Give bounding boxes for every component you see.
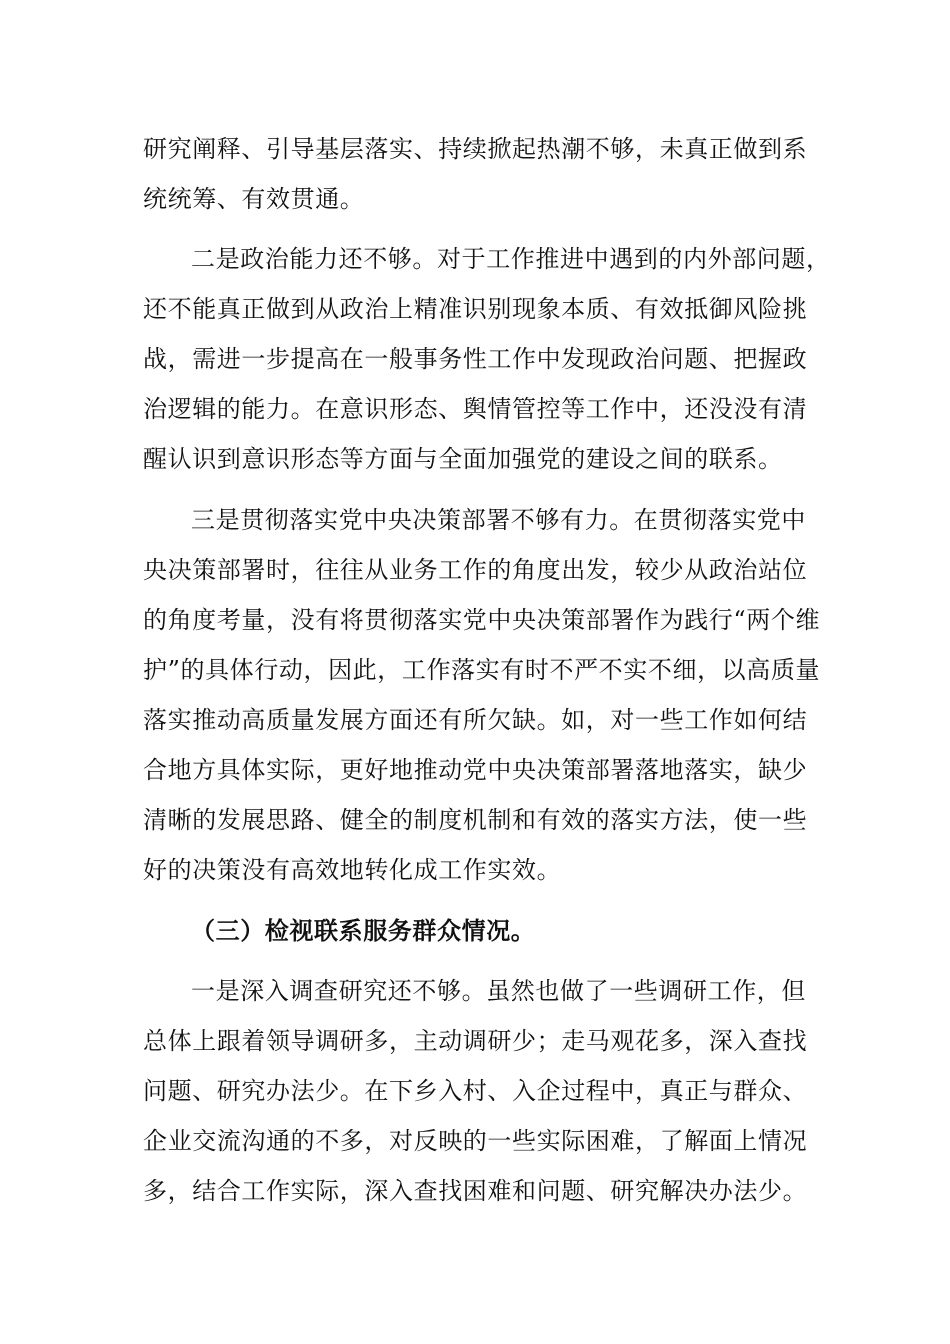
text-line: 合地方具体实际，更好地推动党中央决策部署落地落实，缺少	[143, 756, 808, 784]
paragraph-research	[143, 966, 807, 1216]
text-line: 研究阐释、引导基层落实、持续掀起热潮不够，未真正做到系	[143, 135, 808, 163]
text-line: 企业交流沟通的不多，对反映的一些实际困难，了解面上情况	[143, 1127, 808, 1155]
text-line: 还不能真正做到从政治上精准识别现象本质、有效抵御风险挑	[143, 295, 808, 323]
section-heading-text: （三）检视联系服务群众情况。	[191, 917, 536, 945]
text-line: 治逻辑的能力。在意识形态、舆情管控等工作中，还没没有清	[143, 395, 808, 423]
text-line: 问题、研究办法少。在下乡入村、入企过程中，真正与群众、	[143, 1077, 808, 1105]
text-line: 央决策部署时，往往从业务工作的角度出发，较少从政治站位	[143, 556, 808, 584]
text-line: 统统筹、有效贯通。	[143, 185, 365, 213]
text-line: 总体上跟着领导调研多，主动调研少；走马观花多，深入查找	[143, 1027, 808, 1055]
text-line: 清晰的发展思路、健全的制度机制和有效的落实方法，使一些	[143, 806, 808, 834]
paragraph-political-ability	[143, 234, 831, 484]
text-line: 多，结合工作实际，深入查找困难和问题、研究解决办法少。	[143, 1177, 808, 1205]
paragraph-continuation	[143, 124, 807, 224]
text-line: 落实推动高质量发展方面还有所欠缺。如，对一些工作如何结	[143, 706, 808, 734]
text-line: 战，需进一步提高在一般事务性工作中发现政治问题、把握政	[143, 345, 808, 373]
text-line: 二是政治能力还不够。对于工作推进中遇到的内外部问题，	[191, 245, 831, 273]
text-line: 一是深入调查研究还不够。虽然也做了一些调研工作，但	[191, 977, 806, 1005]
document-body	[143, 124, 831, 1216]
paragraph-implementation	[143, 495, 821, 895]
text-line: 好的决策没有高效地转化成工作实效。	[143, 856, 562, 884]
text-line: 护”的具体行动，因此，工作落实有时不严不实不细，以高质量	[143, 656, 821, 684]
text-line: 醒认识到意识形态等方面与全面加强党的建设之间的联系。	[143, 445, 783, 473]
text-line: 的角度考量，没有将贯彻落实党中央决策部署作为践行“两个维	[143, 606, 821, 634]
section-heading	[143, 906, 807, 956]
text-line: 三是贯彻落实党中央决策部署不够有力。在贯彻落实党中	[191, 506, 806, 534]
